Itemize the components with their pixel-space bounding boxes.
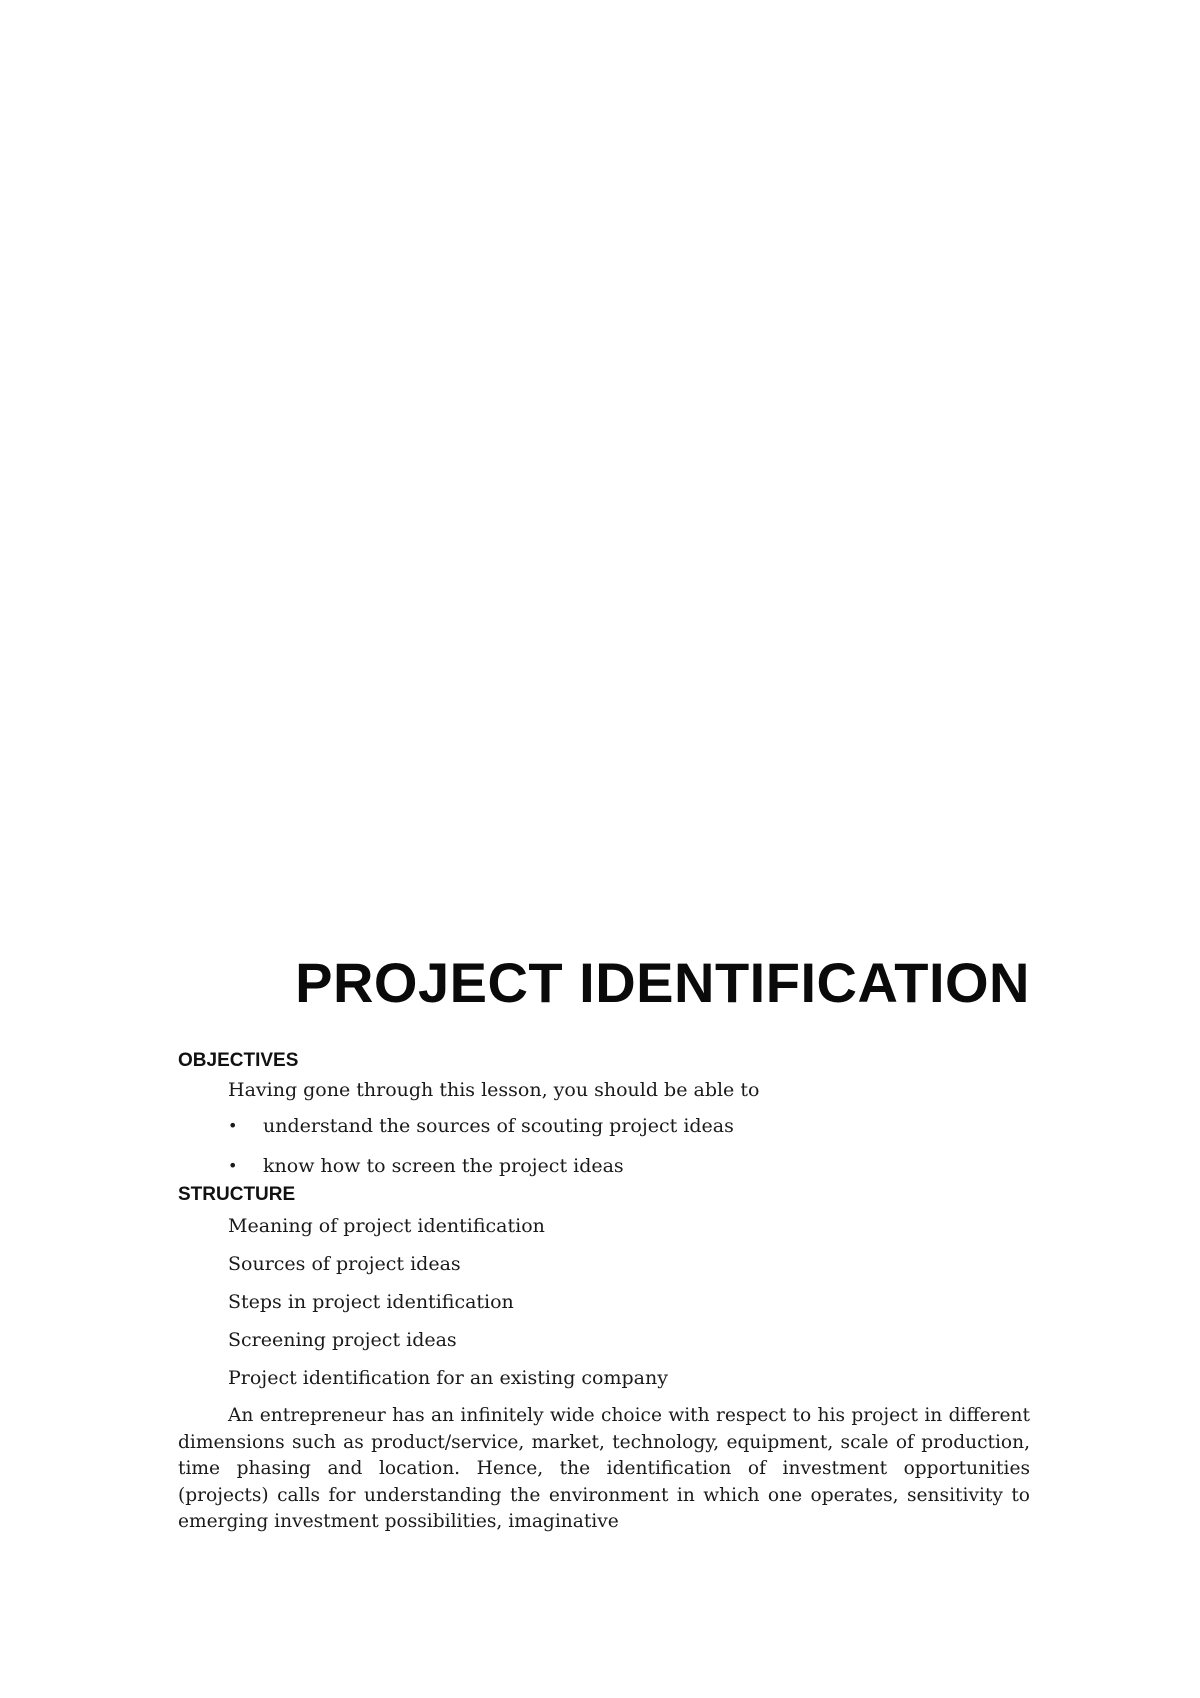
bullet-icon: • <box>228 1156 238 1175</box>
structure-heading: STRUCTURE <box>178 1184 296 1205</box>
structure-item: Meaning of project identification <box>228 1215 545 1237</box>
objective-text: know how to screen the project ideas <box>263 1155 624 1177</box>
objective-item <box>228 1153 1030 1179</box>
objectives-list <box>228 1113 1030 1179</box>
structure-item: Screening project ideas <box>228 1329 457 1351</box>
page-content <box>178 951 1030 1536</box>
body-paragraph: An entrepreneur has an infinitely wide choice with respect to his project in different dimensions such as product/service, market, technology, equipment, scale of production, time phasing and location. Hence, the identification of investment opportunities (projects) calls for understanding the environment in which one operates, sensitivity to emerging investment possibilities, imaginative <box>178 1405 1030 1532</box>
structure-list <box>228 1213 1030 1391</box>
structure-item: Project identification for an existing company <box>228 1367 668 1389</box>
structure-item: Steps in project identification <box>228 1291 514 1313</box>
objectives-heading: OBJECTIVES <box>178 1050 299 1071</box>
structure-item: Sources of project ideas <box>228 1253 461 1275</box>
bullet-icon: • <box>228 1116 238 1135</box>
chapter-title: PROJECT IDENTIFICATION <box>295 951 1030 1014</box>
objectives-intro: Having gone through this lesson, you should be able to <box>228 1079 760 1101</box>
objective-text: understand the sources of scouting project ideas <box>263 1115 734 1137</box>
objective-item <box>228 1113 1030 1139</box>
